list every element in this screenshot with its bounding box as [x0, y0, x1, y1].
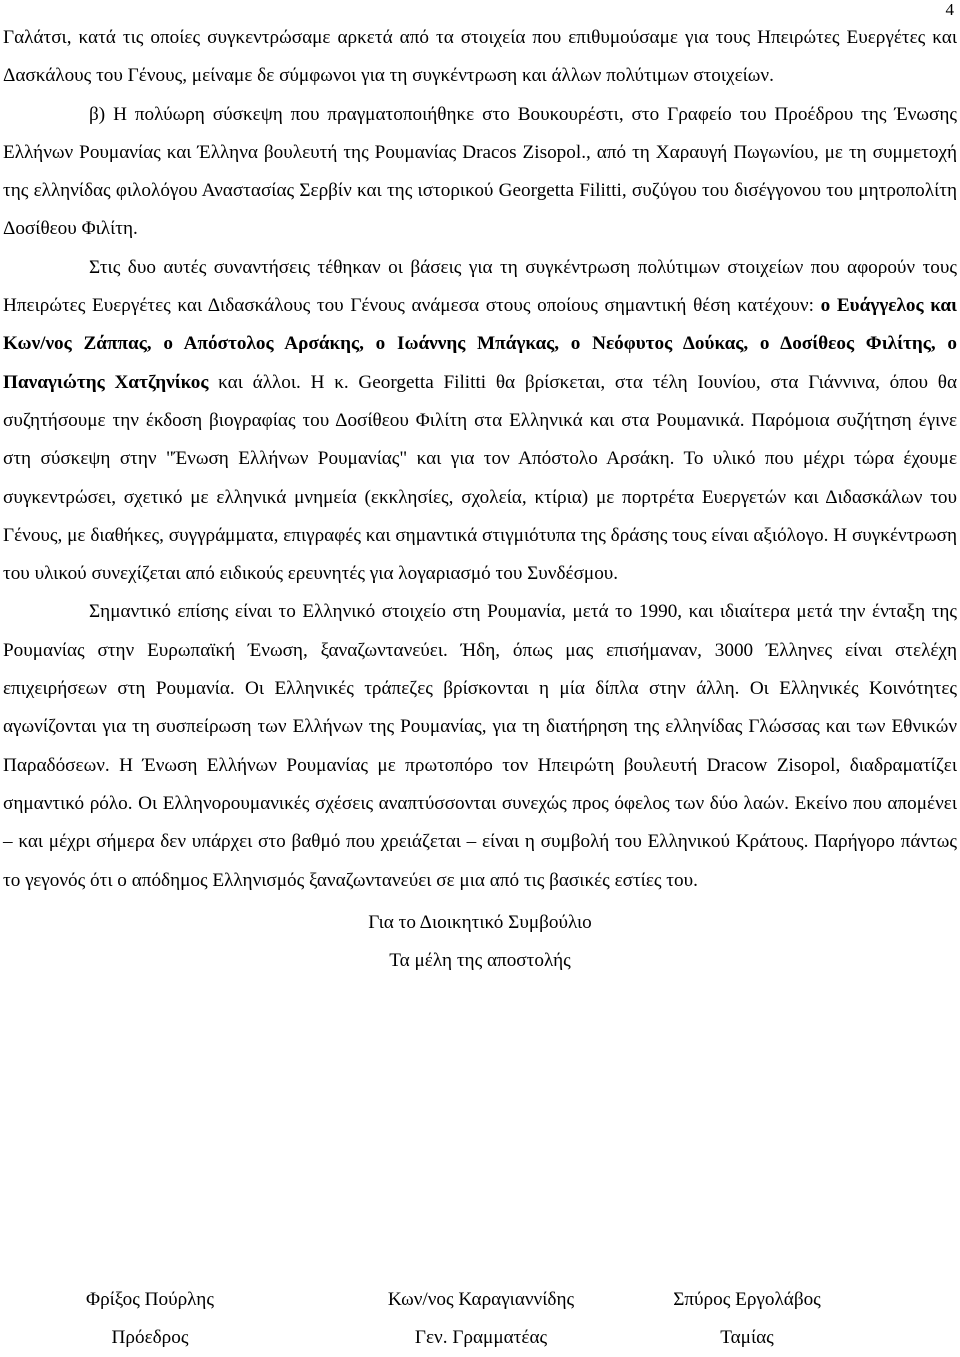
signatory-name: Φρίξος Πούρλης: [86, 1289, 214, 1310]
paragraph-4: [3, 593, 957, 899]
paragraph-2: [3, 96, 957, 249]
closing-line-1: Για το Διοικητικό Συμβούλιο: [368, 911, 592, 933]
signatory-secretary: [351, 1281, 611, 1357]
paragraph-2-text: β) Η πολύωρη σύσκεψη που πραγματοποιήθηκε στο Βουκουρέστι, στο Γραφείο του Προέδρου της Ένωσης Ελλήνων Ρουμανίας και Έλληνα βουλευτή της Ρουμανίας Dracos Zisopol., από τη Χαραυγή Πωγωνίου, με τη συμμετοχή της ελληνίδας φιλολόγου Αναστασίας Σερβίν και της ιστορικού Georgetta Filitti, συζύγου του δισέγγονου του μητροπολίτη Δοσίθεου Φιλίτη.: [3, 103, 957, 240]
signatory-treasurer: [617, 1281, 877, 1357]
signatory-role: Γεν. Γραμματέας: [414, 1327, 548, 1348]
signatory-name: Σπύρος Εργολάβος: [673, 1289, 821, 1310]
signatory-role: Πρόεδρος: [111, 1327, 189, 1348]
paragraph-1-text: Γαλάτσι, κατά τις οποίες συγκεντρώσαμε αρκετά από τα στοιχεία που επιθυμούσαμε για τους Ηπειρώτες Ευεργέτες και Δασκάλους του Γένους, μείναμε δε σύμφωνοι για τη συγκέντρωση και άλλων πολύτιμων στοιχείων.: [3, 27, 957, 87]
paragraph-4-text: Σημαντικό επίσης είναι το Ελληνικό στοιχείο στη Ρουμανία, μετά το 1990, και ιδιαίτερα μετά την ένταξη της Ρουμανίας στην Ευρωπαϊκή Ένωση, ξαναζωντανεύει. Ήδη, όπως μας επισήμαναν, 3000 Έλληνες είναι στελέχη επιχειρήσεων στη Ρουμανία. Οι Ελληνικές τράπεζες βρίσκονται η μία δίπλα στην άλλη. Οι Ελληνικές Κοινότητες αγωνίζονται για τη συσπείρωση των Ελλήνων της Ρουμανίας, για τη διατήρηση της ελληνίδας Γλώσσας και των Εθνικών Παραδόσεων. Η Ένωση Ελλήνων Ρουμανίας με πρωτοπόρο τον Ηπειρώτη βουλευτή Dracow Zisopol, διαδραματίζει σημαντικό ρόλο. Οι Ελληνορουμανικές σχέσεις αναπτύσσονται συνεχώς προς όφελος των δύο λαών. Εκείνο που απομένει – και μέχρι σήμερα δεν υπάρχει στο βαθμό που χρειάζεται – είναι η συμβολή του Ελληνικού Κράτους. Παρήγορο πάντως το γεγονός ότι ο απόδημος Ελληνισμός ξαναζωντανεύει σε μια από τις βασικές εστίες του.: [3, 601, 957, 891]
page-number: 4: [945, 0, 954, 19]
signatures: [0, 1281, 960, 1353]
closing-block: [3, 904, 957, 981]
closing-line-2: Τα μέλη της αποστολής: [389, 950, 571, 972]
paragraph-1: [3, 19, 957, 96]
signatory-president: [20, 1281, 280, 1357]
signatory-role: Ταμίας: [720, 1327, 774, 1348]
paragraph-3-text-b: και άλλοι. Η κ. Georgetta Filitti θα βρίσκεται, στα τέλη Ιουνίου, στα Γιάννινα, όπου θα συζητήσουμε την έκδοση βιογραφίας του Δοσίθεου Φιλίτη στα Ελληνικά και στα Ρουμανικά. Παρόμοια συζήτηση έγινε στη σύσκεψη στην "Ένωση Ελλήνων Ρουμανίας" και για τον Απόστολο Αρσάκη. Το υλικό που μέχρι τώρα έχουμε συγκεντρώσει, σχετικό με ελληνικά μνημεία (εκκλησίες, σχολεία, κτίρια) με πορτρέτα Ευεργετών και Διδασκάλων του Γένους, με διαθήκες, συγγράμματα, επιγραφές και σημαντικά στιγμιότυπα της δράσης τους είναι αξιόλογο. Η συγκέντρωση του υλικού συνεχίζεται από ειδικούς ερευνητές για λογαριασμό του Συνδέσμου.: [3, 371, 957, 585]
signatory-name: Κων/νος Καραγιαννίδης: [387, 1289, 575, 1310]
paragraph-3-text-a: Στις δυο αυτές συναντήσεις τέθηκαν οι βάσεις για τη συγκέντρωση πολύτιμων στοιχείων που αφορούν τους Ηπειρώτες Ευεργέτες και Διδασκάλους του Γένους ανάμεσα στους οποίους σημαντική θέση κατέχουν:: [3, 256, 957, 317]
paragraph-3-bold-names: ο Ευάγγελος και Κων/νος Ζάππας, ο Απόστολος Αρσάκης, ο Ιωάννης Μπάγκας, ο Νεόφυτος Δούκας, ο Δοσίθεος Φιλίτης, ο Παναγιώτης Χατζηνίκος: [3, 295, 957, 393]
document-body: [3, 19, 957, 980]
paragraph-3: [3, 249, 957, 594]
